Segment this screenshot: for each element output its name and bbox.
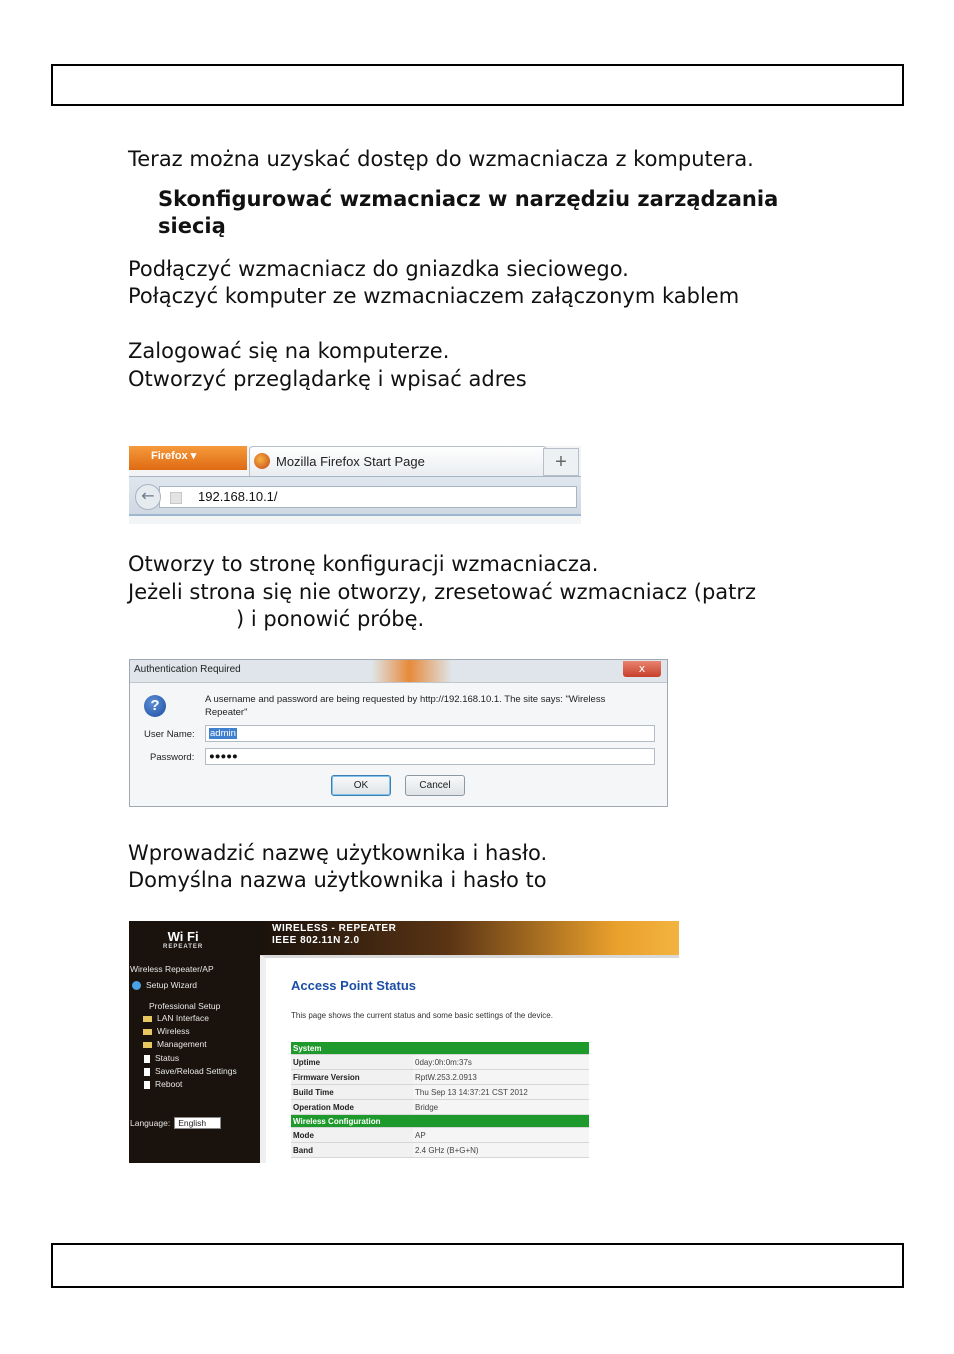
question-icon: ?: [144, 695, 166, 717]
page-icon: [144, 1081, 150, 1089]
router-sidebar: [129, 921, 260, 1163]
header-line2: IEEE 802.11N 2.0: [272, 935, 360, 946]
nav-label: LAN Interface: [157, 1013, 209, 1023]
nav-label: Wireless: [157, 1026, 190, 1036]
nav-root[interactable]: Wireless Repeater/AP: [130, 964, 214, 974]
nav-setup-wizard[interactable]: [132, 980, 197, 990]
dialog-body: [130, 682, 667, 806]
nav-label: Save/Reload Settings: [155, 1066, 237, 1076]
close-icon[interactable]: x: [623, 661, 661, 677]
url-text: 192.168.10.1/: [198, 489, 278, 504]
section-heading-line2: siecią: [158, 214, 226, 238]
table-row: [291, 1070, 589, 1085]
router-header: [260, 921, 679, 955]
language-dropdown[interactable]: [174, 1117, 221, 1129]
section-heading-line1: Skonfigurować wzmacniacz w narzędziu zarządzania: [158, 187, 779, 211]
nav-label: Reboot: [155, 1079, 183, 1089]
status-table: [291, 1042, 589, 1158]
dialog-title: Authentication Required: [134, 664, 241, 675]
new-tab-button[interactable]: +: [543, 448, 579, 476]
wizard-icon: [132, 981, 141, 990]
folder-icon: [143, 1016, 152, 1022]
folder-icon: [143, 1042, 152, 1048]
nav-save-reload[interactable]: [144, 1066, 237, 1076]
intro-paragraph: Teraz można uzyskać dostęp do wzmacniacza z komputera.: [128, 147, 754, 171]
page-icon: [144, 1068, 150, 1076]
credentials-text: Wprowadzić nazwę użytkownika i hasło.: [128, 841, 548, 865]
step-text: Podłączyć wzmacniacz do gniazdka sieciowego.: [128, 257, 629, 281]
page-icon: [144, 1055, 150, 1063]
router-status-screenshot: [129, 921, 679, 1163]
row-key: Firmware Version: [291, 1070, 413, 1085]
nav-label: Status: [155, 1053, 180, 1063]
browser-tab[interactable]: [249, 446, 547, 476]
page-icon: [170, 492, 182, 504]
wifi-repeater-logo: [163, 929, 203, 950]
dialog-titlebar: [130, 660, 667, 682]
nav-status[interactable]: [144, 1053, 179, 1063]
password-label: Password:: [150, 752, 195, 763]
nav-wireless[interactable]: [143, 1026, 190, 1036]
cancel-button[interactable]: Cancel: [405, 775, 465, 796]
language-selector[interactable]: [130, 1117, 221, 1129]
address-bar[interactable]: [159, 486, 577, 508]
nav-label: Management: [157, 1039, 207, 1049]
row-key: Build Time: [291, 1085, 413, 1100]
row-value: Thu Sep 13 14:37:21 CST 2012: [413, 1085, 589, 1100]
logo-subtext: REPEATER: [163, 944, 204, 950]
table-row: [291, 1100, 589, 1115]
header-title: [272, 923, 396, 947]
router-content: [260, 955, 679, 1163]
header-line1: WIRELESS - REPEATER: [272, 923, 397, 934]
row-value: AP: [413, 1128, 589, 1143]
section-header-wireless: Wireless Configuration: [291, 1115, 589, 1128]
firefox-icon: [254, 453, 270, 469]
nav-management[interactable]: [143, 1039, 207, 1049]
page-description: This page shows the current status and some basic settings of the device.: [291, 1011, 553, 1020]
nav-reboot[interactable]: [144, 1079, 182, 1089]
back-arrow-icon[interactable]: ←: [135, 484, 161, 510]
step-text: Połączyć komputer ze wzmacniaczem załączonym kablem: [128, 284, 740, 308]
table-row: [291, 1128, 589, 1143]
username-value: admin: [210, 728, 236, 739]
folder-icon: [143, 1029, 152, 1035]
row-key: Band: [291, 1143, 413, 1158]
header-frame: [51, 64, 904, 106]
result-text: Jeżeli strona się nie otworzy, zresetować wzmacniacz (patrz: [128, 580, 757, 604]
username-field[interactable]: [205, 725, 655, 742]
auth-message: A username and password are being requested by http://192.168.10.1. The site says: "Wireless Repeater": [205, 694, 606, 718]
section-header-system: System: [291, 1042, 589, 1055]
row-value: 0day:0h:0m:37s: [413, 1055, 589, 1070]
row-value: RptW.253.2.0913: [413, 1070, 589, 1085]
row-key: Mode: [291, 1128, 413, 1143]
language-value: English: [178, 1118, 207, 1128]
logo-text: Wi Fi: [167, 929, 199, 944]
page-title: Access Point Status: [291, 978, 416, 993]
footer-frame: [51, 1243, 904, 1288]
firefox-menu-button[interactable]: Firefox ▾: [129, 446, 247, 470]
row-key: Operation Mode: [291, 1100, 413, 1115]
nav-lan-interface[interactable]: [143, 1013, 209, 1023]
row-value: 2.4 GHz (B+G+N): [413, 1143, 589, 1158]
step-text: Otworzyć przeglądarkę i wpisać adres: [128, 367, 527, 391]
password-field[interactable]: ●●●●●: [205, 748, 655, 765]
table-row: [291, 1055, 589, 1070]
table-row: [291, 1143, 589, 1158]
result-text: Otworzy to stronę konfiguracji wzmacniacza.: [128, 552, 599, 576]
language-label: Language:: [130, 1118, 171, 1128]
table-row: [291, 1085, 589, 1100]
ok-button[interactable]: OK: [331, 775, 391, 796]
browser-screenshot: [129, 446, 581, 524]
step-text: Zalogować się na komputerze.: [128, 339, 450, 363]
nav-label: Setup Wizard: [146, 980, 198, 990]
credentials-text: Domyślna nazwa użytkownika i hasło to: [128, 868, 547, 892]
row-value: Bridge: [413, 1100, 589, 1115]
result-text: ) i ponowić próbę.: [236, 607, 425, 631]
auth-dialog-screenshot: [129, 659, 668, 807]
navigation-bar: [129, 476, 581, 516]
row-key: Uptime: [291, 1055, 413, 1070]
nav-professional-setup[interactable]: Professional Setup: [149, 1001, 221, 1011]
tab-title: Mozilla Firefox Start Page: [276, 454, 425, 469]
username-label: User Name:: [144, 729, 195, 740]
